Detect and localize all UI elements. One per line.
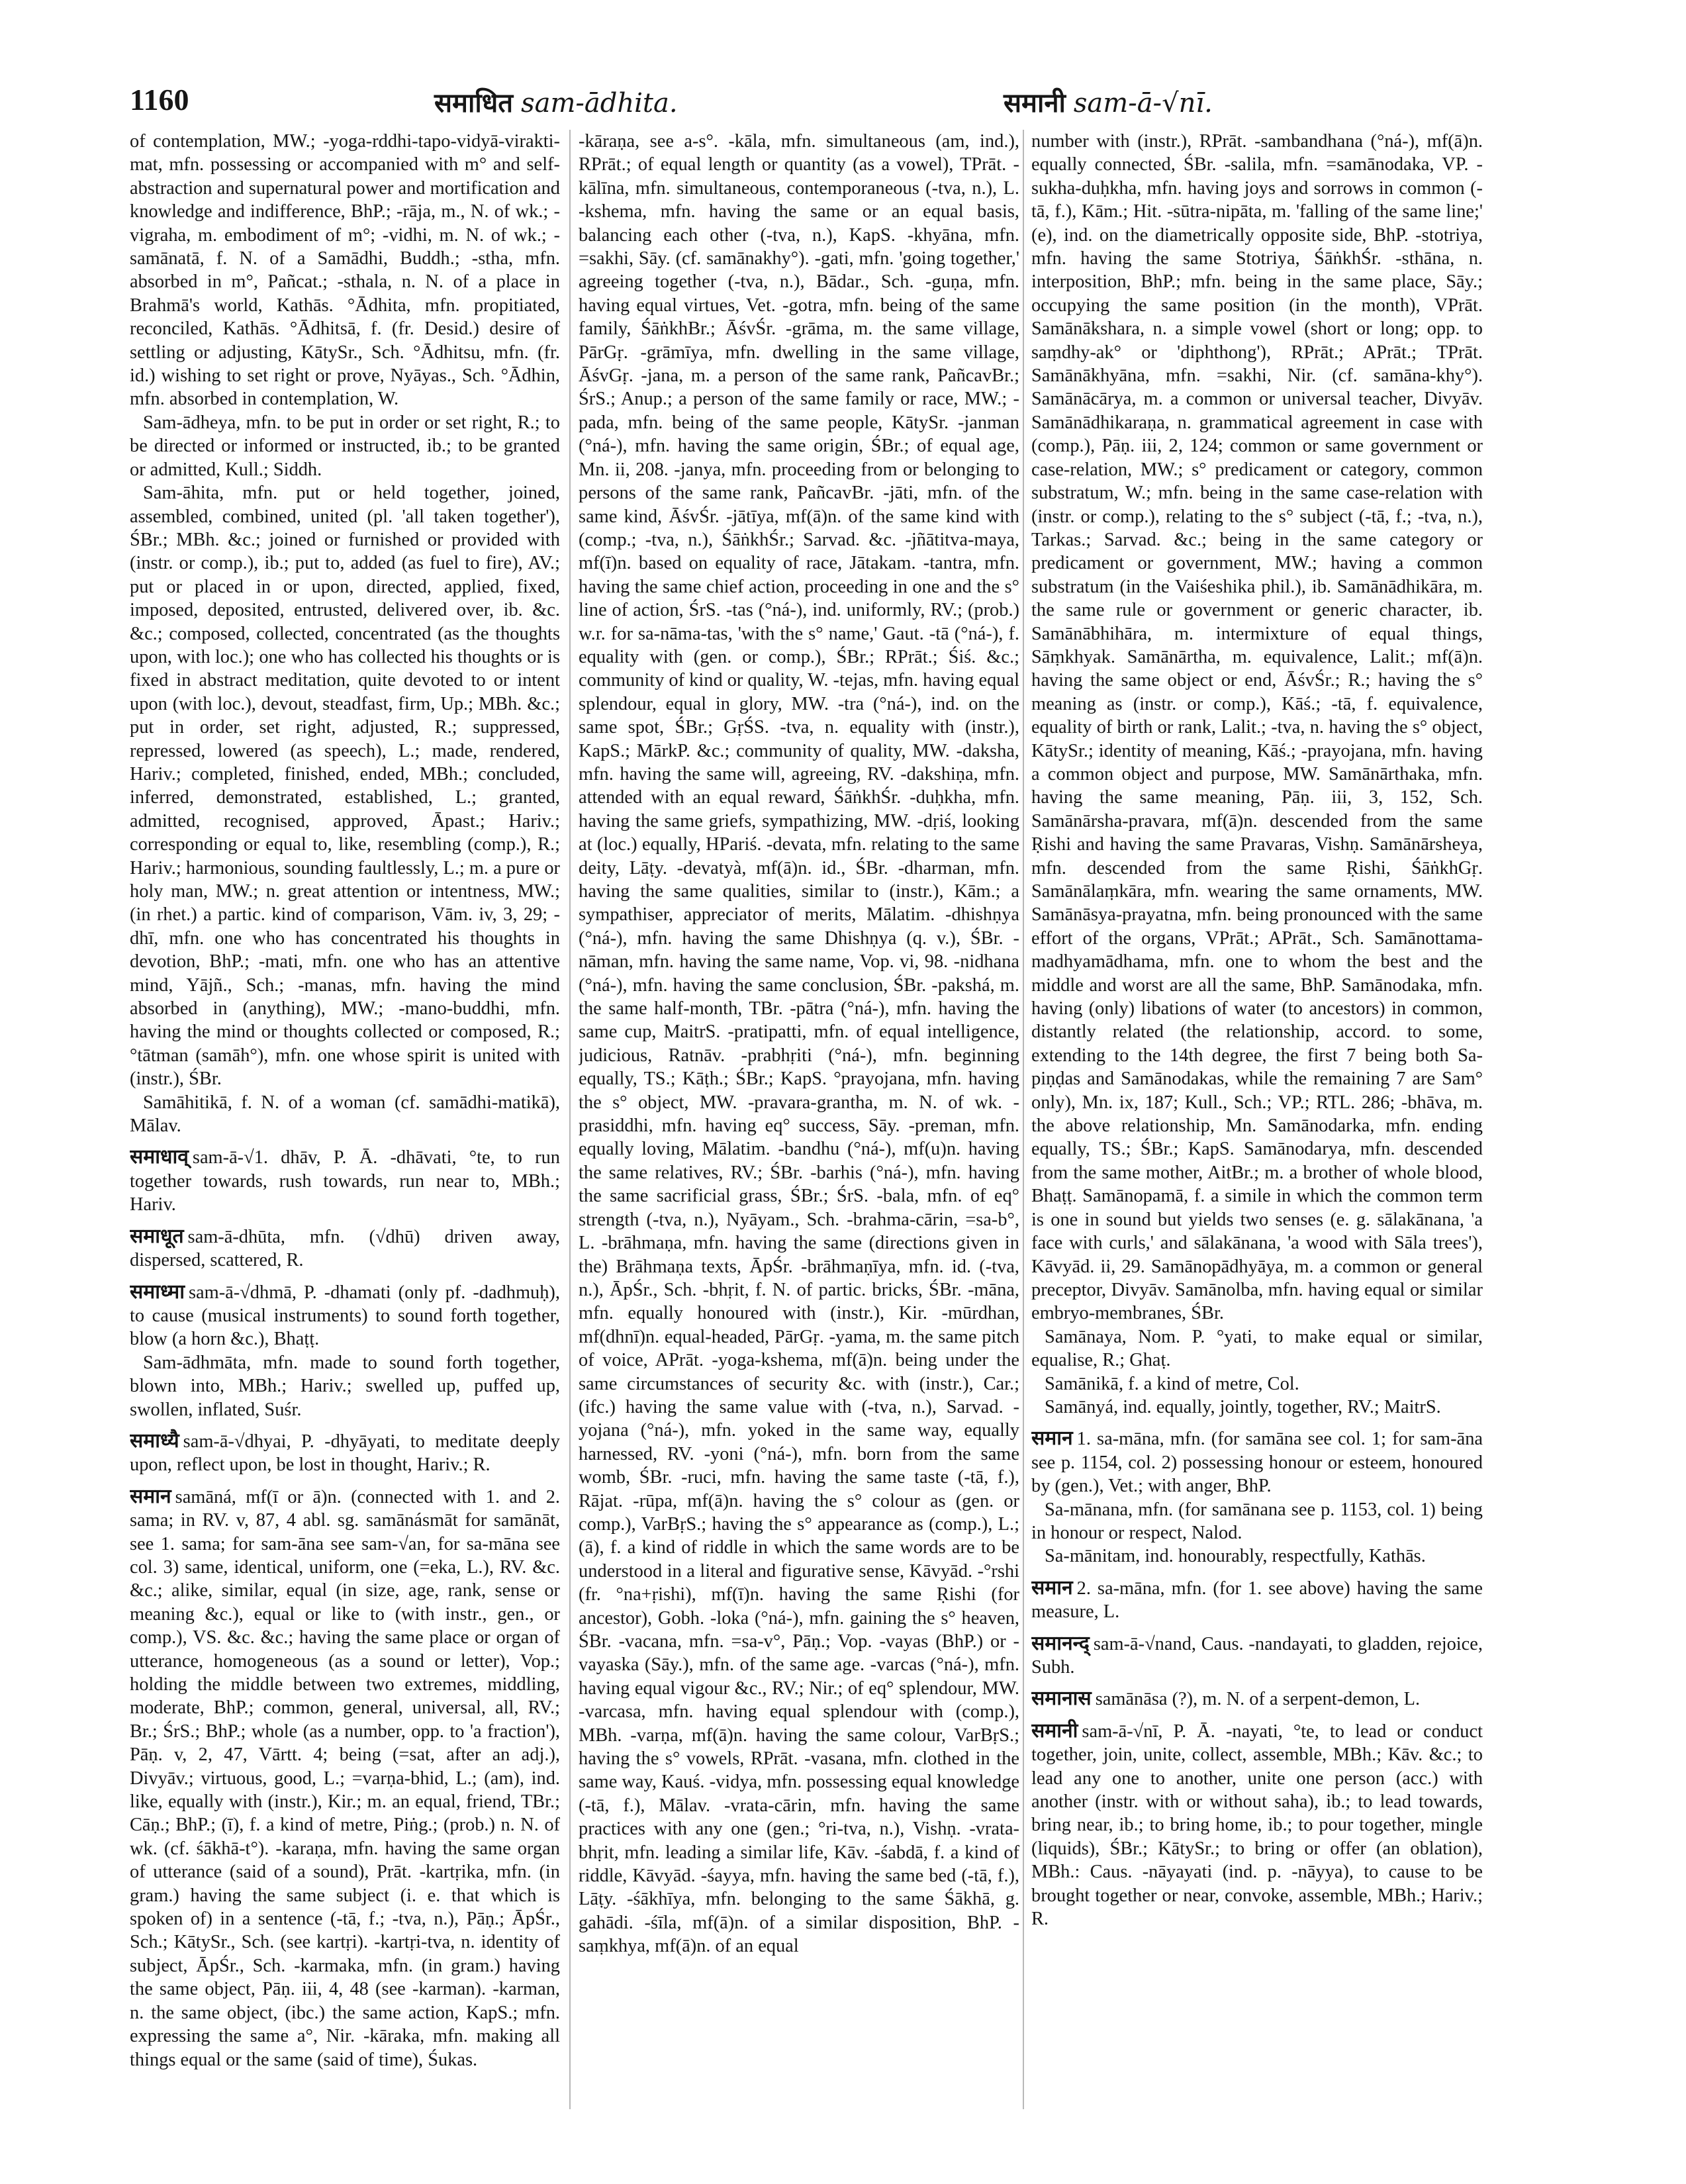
headword-devanagari: समानी — [1031, 1719, 1078, 1742]
headword-entry — [130, 1429, 560, 1477]
entry-text: sam-ā-√nand, Caus. -nandayati, to gladden, rejoice, Subh. — [1031, 1633, 1483, 1678]
sub-entry — [1031, 1325, 1483, 1372]
entry-text: samāná, mf(ī or ā)n. (connected with 1. and 2. sama; in RV. v, 87, 4 abl. sg. samānásmāt for samānāt, see 1. sama; for sam-āna see sam-√an, for sa-māna see col. 3) same, identical, uniform, one (=eka, L.), RV. &c. &c.; alike, similar, equal (in size, age, rank, sense or meaning &c.), equal or like to (with instr., gen., or comp.), VS. &c. &c.; having the same place or organ of utterance, homogeneous (as a sound or letter), Vop.; holding the middle between two extremes, middling, moderate, BhP.; common, general, universal, all, RV.; Br.; ŚrS.; BhP.; whole (as a number, opp. to 'a fraction'), Pāṇ. v, 2, 47, Vārtt. 4; being (=sat, after an adj.), Divyāv.; virtuous, good, L.; =varṇa-bhid, L.; (am), ind. like, equally with (instr.), Kir.; m. an equal, friend, TBr.; Cāṇ.; BhP.; (ī), f. a kind of metre, Piṅg.; (prob.) n. N. of wk. (cf. śākhā-t°). -karaṇa, mfn. having the same organ of utterance (said of a sound), Prāt. -kartṛika, mfn. (in gram.) having the same subject (i. e. that which is spoken of) in a sentence (-tā, f.; -tva, n.), Pāṇ.; ĀpŚr., Sch.; KātySr., Sch. (see kartṛi). -kartṛi-tva, n. identity of subject, ĀpŚr., Sch. -karmaka, mfn. (in gram.) having the same object, Pāṇ. iii, 4, 48 (see -karman). -karman, n. the same object, (ibc.) the same action, KapS.; mfn. expressing the same a°, Nir. -kāraka, mfn. making all things equal or the same (said of time), Śukas. — [130, 1486, 560, 2070]
sub-entry — [1031, 1544, 1483, 1568]
dictionary-column-2 — [579, 130, 1019, 2122]
headword-entry — [130, 1280, 560, 1351]
entry-text: samānāsa (?), m. N. of a serpent-demon, L. — [1095, 1689, 1421, 1710]
headword-entry — [130, 1485, 560, 2071]
left-catchword-devanagari: समाधित — [434, 87, 514, 119]
right-catchword-transliteration: sam-ā-√nī. — [1073, 88, 1213, 119]
headword-entry — [1031, 1632, 1483, 1680]
page-number: 1160 — [130, 83, 189, 117]
entry-text: 1. sa-māna, mfn. (for samāna see col. 1; for sam-āna see p. 1154, col. 2) possessing honour or esteem, honoured by (gen.), Vet.; with anger, BhP. — [1031, 1429, 1483, 1497]
running-header — [130, 78, 1553, 131]
headword-entry — [1031, 1719, 1483, 1931]
headword-entry — [130, 1145, 560, 1216]
entry-text: sam-ā-√nī, P. Ā. -nayati, °te, to lead or conduct together, join, unite, collect, assemble, MBh.; Kāv. &c.; to lead any one to another, unite one person (acc.) with another (instr. with or without saha), ib.; to lead towards, bring near, ib.; to bring home, ib.; to pour together, mingle (liquids), ŚBr.; KātySr.; to bring or offer (an oblation), MBh.: Caus. -nāyayati (ind. p. -nāyya), to cause to be brought together or near, convoke, assemble, MBh.; Hariv.; R. — [1031, 1721, 1483, 1930]
sub-entry — [130, 411, 560, 481]
entry-text: Samānikā, f. a kind of metre, Col. — [1045, 1373, 1299, 1394]
sub-entry — [1031, 1396, 1483, 1419]
entry-continuation — [1031, 130, 1483, 1325]
dictionary-column-1 — [130, 130, 560, 2122]
entry-text: of contemplation, MW.; -yoga-rddhi-tapo-vidyā-virakti-mat, mfn. possessing or accompanied with m° and self-abstraction and supernatural power and mortification and knowledge and indifference, BhP.; -rāja, m., N. of wk.; -vigraha, m. embodiment of m°; -vidhi, m. N. of wk.; -samānatā, f. N. of a Samādhi, Buddh.; -stha, mfn. absorbed in m°, Pañcat.; -sthala, n. N. of a place in Brahmā's world, Kathās. °Ādhita, mfn. propitiated, reconciled, Kathās. °Ādhitsā, f. (fr. Desid.) desire of settling or adjusting, KātySr., Sch. °Ādhitsu, mfn. (fr. id.) wishing to set right or prove, Nyāyas., Sch. °Ādhin, mfn. absorbed in contemplation, W. — [130, 131, 560, 410]
entry-continuation — [579, 130, 1019, 1958]
entry-text: Sam-āhita, mfn. put or held together, joined, assembled, combined, united (pl. 'all taken together'), ŚBr.; MBh. &c.; joined or furnished or provided with (instr. or comp.), ib.; put to, added (as fuel to fire), AV.; put or placed in or upon, directed, applied, fixed, imposed, deposited, entrusted, delivered over, ib. &c. &c.; composed, collected, concentrated (as the thoughts upon, with loc.); one who has collected his thoughts or is fixed in abstract meditation, quite devoted to or intent upon (with loc.), devout, steadfast, firm, Up.; MBh. &c.; put in order, set right, adjusted, R.; suppressed, repressed, lowered (as speech), L.; made, rendered, Hariv.; completed, finished, ended, MBh.; concluded, inferred, demonstrated, established, L.; granted, admitted, recognised, approved, Āpast.; Hariv.; corresponding or equal to, like, resembling (comp.), R.; Hariv.; harmonious, sounding faultlessly, L.; m. a pure or holy man, MW.; n. great attention or intentness, MW.; (in rhet.) a partic. kind of comparison, Vām. iv, 3, 29; -dhī, mfn. one who has concentrated his thoughts in devotion, BhP.; -mati, mfn. one who has an attentive mind, Yājñ., Sch.; -manas, mfn. having the mind absorbed in (anything), MW.; -mano-buddhi, mfn. having the mind or thoughts collected or composed, R.; °tātman (samāh°), mfn. one whose spirit is united with (instr.), ŚBr. — [130, 483, 560, 1090]
entry-text: sam-ā-√dhmā, P. -dhamati (only pf. -dadhmuḥ), to cause (musical instruments) to sound forth together, blow (a horn &c.), Bhaṭṭ. — [130, 1282, 560, 1350]
headword-devanagari: समानन्द् — [1031, 1632, 1090, 1654]
column-divider — [1023, 130, 1024, 2109]
entry-text: sam-ā-dhūta, mfn. (√dhū) driven away, dispersed, scattered, R. — [130, 1226, 560, 1271]
headword-entry — [1031, 1427, 1483, 1497]
headword-entry — [1031, 1576, 1483, 1624]
sub-entry — [1031, 1372, 1483, 1396]
headword-devanagari: समानास — [1031, 1687, 1092, 1710]
headword-devanagari: समाध्यै — [130, 1429, 179, 1452]
headword-devanagari: समाध्मा — [130, 1280, 185, 1303]
headword-entry — [1031, 1687, 1483, 1711]
entry-text: Samāhitikā, f. N. of a woman (cf. samādhi-matikā), Mālav. — [130, 1092, 560, 1137]
right-catchword-devanagari: समानी — [1004, 87, 1066, 119]
entry-text: Samānyá, ind. equally, jointly, together, RV.; MaitrS. — [1045, 1396, 1441, 1417]
entry-text: -kāraṇa, see a-s°. -kāla, mfn. simultaneous (am, ind.), RPrāt.; of equal length or quantity (as a vowel), TPrāt. -kālīna, mfn. simultaneous, contemporaneous (-tva, n.), L. -kshema, mfn. having the same or an equal basis, balancing each other (-tva, n.), KapS. -khyāna, mfn. =sakhi, Sāy. (cf. samānakhy°). -gati, mfn. 'going together,' agreeing together (-tva, n.), Bādar., Sch. -guṇa, mfn. having equal virtues, Vet. -gotra, mfn. being of the same family, ŚāṅkhBr.; ĀśvŚr. -grāma, m. the same village, PārGṛ. -grāmīya, mfn. dwelling in the same village, ĀśvGṛ. -jana, m. a person of the same rank, PañcavBr.; ŚrS.; Anup.; a person of the same family or race, MW.; -pada, mfn. being of the same people, KātySr. -janman (°ná-), mfn. having the same origin, ŚBr.; of equal age, Mn. ii, 208. -janya, mfn. proceeding from or belonging to persons of the same rank, PañcavBr. -jāti, mfn. of the same kind, ĀśvŚr. -jātīya, mf(ā)n. of the same kind with (comp.; -tva, n.), ŚāṅkhŚr.; Sarvad. &c. -jñātitva-maya, mf(ī)n. based on equality of race, Jātakam. -tantra, mfn. having the same chief action, proceeding in one and the s° line of action, ŚrS. -tas (°ná-), ind. uniformly, RV.; (prob.) w.r. for sa-nāma-tas, 'with the s° name,' Gaut. -tā (°ná-), f. equality with (gen. or comp.), ŚBr.; RPrāt.; Śiś. &c.; community of kind or quality, W. -tejas, mfn. having equal splendour, equal in glory, MW. -tra (°ná-), ind. on the same spot, ŚBr.; GṛŚS. -tva, n. equality with (instr.), KapS.; MārkP. &c.; community of quality, MW. -daksha, mfn. having the same will, agreeing, RV. -dakshiṇa, mfn. attended with an equal reward, ŚāṅkhŚr. -duḥkha, mfn. having the same griefs, sympathizing, MW. -dṛiś, looking at (loc.) equally, HPariś. -devata, mfn. relating to the same deity, Lāṭy. -devatyà, mf(ā)n. id., ŚBr. -dharman, mfn. having the same qualities, similar to (instr.), Kām.; a sympathiser, appreciator of merits, Mālatim. -dhishṇya (°ná-), mfn. having the same Dhishṇya (q. v.), ŚBr. -nāman, mfn. having the same name, Vop. vi, 98. -nidhana (°ná-), mfn. having the same conclusion, ŚBr. -pakshá, m. the same half-month, TBr. -pātra (°ná-), mfn. having the same cup, MaitrS. -pratipatti, mfn. of equal intelligence, judicious, Ratnāv. -prabhṛiti (°ná-), mfn. beginning equally, TS.; Kāṭh.; ŚBr.; KapS. °prayojana, mfn. having the s° object, MW. -pravara-grantha, m. N. of wk. -prasiddhi, mfn. having eq° success, Sāy. -preman, mfn. equally loving, Mālatim. -bandhu (°ná-), mf(u)n. having the same relatives, RV.; ŚBr. -barhis (°ná-), mfn. having the same sacrificial grass, ŚBr.; ŚrS. -bala, mfn. of eq° strength (-tva, n.), Nyāyam., Sch. -brahma-cārin, =sa-b°, L. -brāhmaṇa, mfn. having the same (directions given in the) Brāhmaṇa texts, ĀpŚr. -brāhmaṇīya, mfn. id. (-tva, n.), ĀpŚr., Sch. -bhṛit, f. N. of partic. bricks, ŚBr. -māna, mfn. equally honoured with (instr.), Kir. -mūrdhan, mf(dhnī)n. equal-headed, PārGṛ. -yama, m. the same pitch of voice, APrāt. -yoga-kshema, mf(ā)n. being under the same circumstances of security &c. with (instr.), Car.; (ifc.) having the same value with (-tva, n.), Sarvad. -yojana (°ná-), mfn. yoked in the same way, equally harnessed, RV. -yoni (°ná-), mfn. born from the same womb, ŚBr. -ruci, mfn. having the same taste (-tā, f.), Rājat. -rūpa, mf(ā)n. having the s° colour as (gen. or comp.), VarBṛS.; having the s° appearance as (comp.), L.; (ā), f. a kind of riddle in which the same words are to be understood in a literal and figurative sense, Kāvyād. -°rshi (fr. °na+ṛishi), mf(ī)n. having the same Ṛishi (for ancestor), Gobh. -loka (°ná-), mfn. gaining the s° heaven, ŚBr. -vacana, mfn. =sa-v°, Pāṇ.; Vop. -vayas (BhP.) or -vayaska (Sāy.), mfn. of the same age. -varcas (°ná-), mfn. having equal vigour &c., RV.; Nir.; of eq° splendour, MW. -varcasa, mfn. having equal splendour with (comp.), MBh. -varṇa, mf(ā)n. having the same colour, VarBṛS.; having the s° vowels, RPrāt. -vasana, mfn. clothed in the same way, Kauś. -vidya, mfn. possessing equal knowledge (-tā, f.), Mālav. -vrata-cārin, mfn. having the same practices with any one (gen.; °ri-tva, n.), Vishṇ. -vrata-bhṛit, mfn. leading a similar life, Kāv. -śabdā, f. a kind of riddle, Kāvyād. -śayya, mfn. having the same bed (-tā, f.), Lāṭy. -śākhīya, mfn. belonging to the same Śākhā, g. gahādi. -śīla, mf(ā)n. of a similar disposition, BhP. -saṃkhya, mf(ā)n. of an equal — [579, 131, 1019, 1957]
sub-entry — [130, 481, 560, 1091]
entry-text: sam-ā-√dhyai, P. -dhyāyati, to meditate deeply upon, reflect upon, be lost in thought, Hariv.; R. — [130, 1431, 560, 1476]
entry-text: Sam-ādhmāta, mfn. made to sound forth together, blown into, MBh.; Hariv.; swelled up, puffed up, swollen, inflated, Suśr. — [130, 1352, 560, 1420]
column-divider — [569, 130, 571, 2109]
sub-entry — [130, 1351, 560, 1421]
entry-text: Samānaya, Nom. P. °yati, to make equal or similar, equalise, R.; Ghaṭ. — [1031, 1326, 1483, 1371]
entry-text: 2. sa-māna, mfn. (for 1. see above) having the same measure, L. — [1031, 1578, 1483, 1623]
left-catchword-transliteration: sam-ādhita. — [521, 88, 678, 119]
sub-entry — [130, 1091, 560, 1138]
entry-text: Sam-ādheya, mfn. to be put in order or set right, R.; to be directed or informed or instructed, ib.; to be granted or admitted, Kull.; Siddh. — [130, 412, 560, 480]
entry-continuation — [130, 130, 560, 411]
entry-text: sam-ā-√1. dhāv, P. Ā. -dhāvati, °te, to run together towards, rush towards, run near to, MBh.; Hariv. — [130, 1147, 560, 1215]
entry-text: Sa-mānana, mfn. (for samānana see p. 1153, col. 1) being in honour or respect, Nalod. — [1031, 1499, 1483, 1543]
headword-devanagari: समान — [1031, 1427, 1073, 1450]
right-catchword — [1004, 83, 1213, 120]
dictionary-column-3 — [1031, 130, 1483, 2122]
headword-entry — [130, 1225, 560, 1272]
headword-devanagari: समाधूत — [130, 1225, 184, 1247]
entry-text: Sa-mānitam, ind. honourably, respectfully, Kathās. — [1045, 1546, 1426, 1567]
headword-devanagari: समाधाव् — [130, 1146, 189, 1168]
headword-devanagari: समान — [1031, 1576, 1073, 1599]
headword-devanagari: समान — [130, 1485, 171, 1507]
entry-text: number with (instr.), RPrāt. -sambandhana (°ná-), mf(ā)n. equally connected, ŚBr. -salila, mfn. =samānodaka, VP. -sukha-duḥkha, mfn. having joys and sorrows in common (-tā, f.), Kām.; Hit. -sūtra-nipāta, m. 'falling of the same line;' (e), ind. on the diametrically opposite side, BhP. -stotriya, mfn. having the same Stotriya, ŚāṅkhŚr. -sthāna, n. interposition, BhP.; mfn. being in the same place, Sāy.; occupying the same position (in the month), VPrāt. Samānākshara, n. a simple vowel (short or long; opp. to saṃdhy-ak° or 'diphthong'), RPrāt.; APrāt.; TPrāt. Samānākhyāna, mfn. =sakhi, Nir. (cf. samāna-khy°). Samānācārya, m. a common or universal teacher, Divyāv. Samānādhikaraṇa, n. grammatical agreement in case with (comp.), Pāṇ. iii, 2, 124; common or same government or case-relation, MW.; s° predicament or category, common substratum, W.; mfn. being in the same case-relation with (instr. or comp.), relating to the s° subject (-tā, f.; -tva, n.), Tarkas.; Sarvad. &c.; being in the same category or predicament or government, MW.; having a common substratum (in the Vaiśeshika phil.), ib. Samānādhikāra, m. the same rule or government or generic character, ib. Samānābhihāra, m. intermixture of equal things, Sāṃkhyak. Samānārtha, m. equivalence, Lalit.; mf(ā)n. having the same object or end, ĀśvŚr.; R.; having the s° meaning as (instr. or comp.), Kāś.; -tā, f. equivalence, equality of birth or rank, Lalit.; -tva, n. having the s° object, KātySr.; identity of meaning, Kāś.; -prayojana, mfn. having a common object and purpose, MW. Samānārthaka, mfn. having the same meaning, Pāṇ. iii, 3, 152, Sch. Samānārsha-pravara, mf(ā)n. descended from the same Ṛishi and having the same Pravaras, Vishṇ. Samānārsheya, mfn. descended from the same Ṛishi, ŚāṅkhGṛ. Samānālaṃkāra, mfn. wearing the same ornaments, MW. Samānāsya-prayatna, mfn. being pronounced with the same effort of the organs, VPrāt.; APrāt., Sch. Samānottama-madhyamādhama, mfn. one to whom the best and the middle and worst are all the same, BhP. Samānodaka, mfn. having (only) libations of water (to ancestors) in common, distantly related (the relationship, accord. to some, extending to the 14th degree, the first 7 being both Sa-piṇḍas and Samānodakas, while the remaining 7 are Sam° only), Mn. ix, 187; Kull., Sch.; VP.; RTL. 286; -bhāva, m. the above relationship, Mn. Samānodarka, mfn. ending equally, TS.; ŚBr.; KapS. Samānodarya, mfn. descended from the same mother, AitBr.; m. a brother of whole blood, Bhaṭṭ. Samānopamā, f. a simile in which the common term is one in sound but yields two senses (e. g. sālakānana, 'a face with curls,' and sālakānana, 'a wood with Sāla trees'), Kāvyād. ii, 29. Samānopādhyāya, m. a common or general preceptor, Divyāv. Samānolba, mfn. having equal or similar embryo-membranes, ŚBr. — [1031, 131, 1483, 1324]
left-catchword — [434, 83, 678, 120]
sub-entry — [1031, 1498, 1483, 1545]
